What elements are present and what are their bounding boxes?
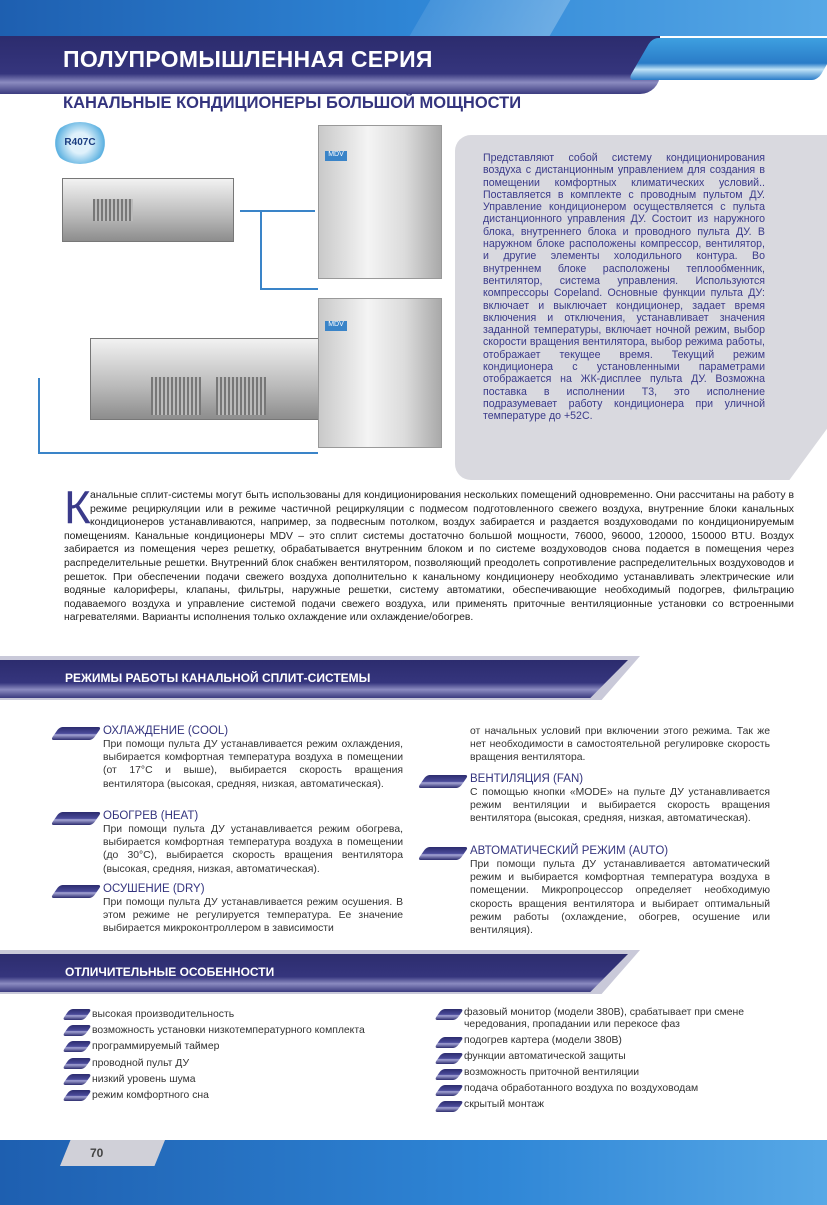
feature-item: скрытый монтаж: [432, 1099, 782, 1111]
page-title: ПОЛУПРОМЫШЛЕННАЯ СЕРИЯ: [63, 46, 433, 72]
bullet-icon: [50, 885, 101, 898]
features-right-list: [432, 1007, 782, 1111]
bullet-icon: [434, 1069, 464, 1080]
brand-label: MDV: [325, 321, 347, 331]
page-number: 70: [90, 1146, 104, 1160]
description-text: Представляют собой систему кондиционирования воздуха с дистанционным управлением для создания в помещении комфортных климатических условий.. Поставляется в комплекте с проводным пультом ДУ. Управление кондиционером осуществляется с пульта дистанционного управления ДУ. Состоит из наружного блока, внутреннего блока и проводного пульта ДУ. В наружном блоке расположены компрессор, вентилятор, и другие элементы холодильного контура. Во внутреннем блоке расположены теплообменник, вентилятор, система управления. Используются компрессоры Copeland. Основные функции пульта ДУ: включает и выключает кондиционер, задает время включения и отключения, устанавливает значения заданной температуры, включает ночной режим, выбор скорости вращения вентилятора, выбор режима работы, отображает текущее время. Текущий режим кондиционера с установленными параметрами отображается на ЖК-дисплее пульта ДУ. Возможна поставка в исполнении Т3, это исполнение подразумевает работу кондиционера при уличной температуре до +52С.: [483, 152, 765, 423]
feature-item: программируемый таймер: [60, 1039, 420, 1055]
bullet-icon: [434, 1053, 464, 1064]
refrigerant-badge: R407C: [52, 122, 108, 164]
intro-paragraph: [64, 489, 794, 625]
feature-item: функции автоматической защиты: [432, 1051, 782, 1063]
outdoor-unit-image-2: [318, 298, 442, 448]
feature-item: фазовый монитор (модели 380В), срабатывает при смене чередования, пропадании или перекосе фаз: [432, 1007, 782, 1031]
bullet-icon: [50, 727, 101, 740]
page-subtitle: КАНАЛЬНЫЕ КОНДИЦИОНЕРЫ БОЛЬШОЙ МОЩНОСТИ: [63, 94, 522, 112]
feature-item: подогрев картера (модели 380В): [432, 1035, 782, 1047]
connector-line: [38, 378, 40, 454]
brand-label: MDV: [325, 151, 347, 161]
intro-text: анальные сплит-системы могут быть использованы для кондиционирования нескольких помещений одновременно. Они рассчитаны на работу в режиме рециркуляции или в режиме частичной рециркуляции с подмесом подготовленного свежего воздуха, внутренние блоки канальных кондиционеров устанавливаются, например, за подвесным потолком, воздух забирается и раздается воздуховодами по кондиционируемым помещениям. Канальные кондиционеры MDV – это сплит системы достаточно большой мощности, 76000, 96000, 120000, 150000 BTU. Воздух забирается из помещения через решетку, обрабатывается внутренним блоком и по системе воздуховодов снова подается в помещения через распределительные решетки. Внутренний блок снабжен вентилятором, позволяющий преодолеть сопротивление распределительных воздуховодов и решеток. При обеспечении подачи свежего воздуха дополнительно к канальному кондиционеру необходимо устанавливать электрические или водяные калориферы, клапаны, фильтры, наружные решетки, систему автоматики, обеспечивающие необходимый подогрев, фильтрацию подаваемого воздуха и управление системой подачи свежего воздуха, или применять приточные вентиляционные установки со встроенными нагревателями. Варианты исполнения только охлаждение или охлаждение/обогрев.: [64, 490, 794, 624]
bullet-icon: [417, 847, 468, 860]
section-title-features: ОТЛИЧИТЕЛЬНЫЕ ОСОБЕННОСТИ: [65, 965, 275, 979]
bullet-icon: [50, 812, 101, 825]
mode-dry: ОСУШЕНИЕ (DRY) При помощи пульта ДУ устанавливается режим осушения. В этом режиме не регулируется температура. Ее значение выбирается микроконтроллером в зависимости: [103, 883, 403, 936]
top-banner: [0, 0, 827, 36]
bullet-icon: [434, 1101, 464, 1112]
connector-line: [260, 210, 262, 290]
connector-line: [240, 210, 315, 212]
title-accent: [628, 38, 827, 80]
mode-cool: ОХЛАЖДЕНИЕ (COOL) При помощи пульта ДУ устанавливается режим охлаждения, выбирается комфортная температура воздуха в помещении (от 17°С и выше), выбирается скорость вращения вентилятора (высокая, средняя, низкая, автоматическая).: [103, 725, 403, 791]
mode-fan: ВЕНТИЛЯЦИЯ (FAN) С помощью кнопки «MODE» на пульте ДУ устанавливается режим вентиляции и выбирается скорость вращения вентилятора (высокая, средняя, низкая, автоматическая).: [470, 773, 770, 826]
bullet-icon: [434, 1037, 464, 1048]
bullet-icon: [62, 1041, 92, 1052]
feature-item: режим комфортного сна: [60, 1088, 420, 1104]
feature-item: подача обработанного воздуха по воздуховодам: [432, 1083, 782, 1095]
mode-heat: ОБОГРЕВ (HEAT) При помощи пульта ДУ устанавливается режим обогрева, выбирается комфортная температура воздуха в помещении (до 30°С), выбирается скорость вращения вентилятора (высокая, средняя, низкая, автоматическая).: [103, 810, 403, 876]
bullet-icon: [62, 1058, 92, 1069]
indoor-unit-image-2: [90, 338, 332, 420]
bullet-icon: [417, 775, 468, 788]
outdoor-unit-image-1: [318, 125, 442, 279]
bullet-icon: [434, 1085, 464, 1096]
feature-item: высокая производительность: [60, 1007, 420, 1023]
feature-item: возможность установки низкотемпературного комплекта: [60, 1023, 420, 1039]
indoor-unit-image-1: [62, 178, 234, 242]
bullet-icon: [62, 1090, 92, 1101]
feature-item: проводной пульт ДУ: [60, 1056, 420, 1072]
page-number-box: [60, 1140, 165, 1166]
feature-item: возможность приточной вентиляции: [432, 1067, 782, 1079]
connector-line: [260, 288, 318, 290]
bullet-icon: [62, 1025, 92, 1036]
bullet-icon: [62, 1009, 92, 1020]
section-title-modes: РЕЖИМЫ РАБОТЫ КАНАЛЬНОЙ СПЛИТ-СИСТЕМЫ: [65, 671, 371, 685]
feature-item: низкий уровень шума: [60, 1072, 420, 1088]
connector-line: [38, 452, 318, 454]
mode-dry-continued: от начальных условий при включении этого режима. Так же нет необходимости в самостоятельной регулировке скорость вращения вентилятора.: [470, 726, 770, 764]
drop-cap: К: [64, 481, 91, 533]
bullet-icon: [434, 1009, 464, 1020]
bullet-icon: [62, 1074, 92, 1085]
features-left-list: [60, 1007, 420, 1104]
mode-auto: АВТОМАТИЧЕСКИЙ РЕЖИМ (AUTO) При помощи пульта ДУ устанавливается автоматический режим и выбирается комфортная температура воздуха в помещении. Микропроцессор определяет необходимую скорость вращения вентилятора и выбирает оптимальный режим работы (охлаждение, обогрев, осушение или вентиляция).: [470, 845, 770, 937]
